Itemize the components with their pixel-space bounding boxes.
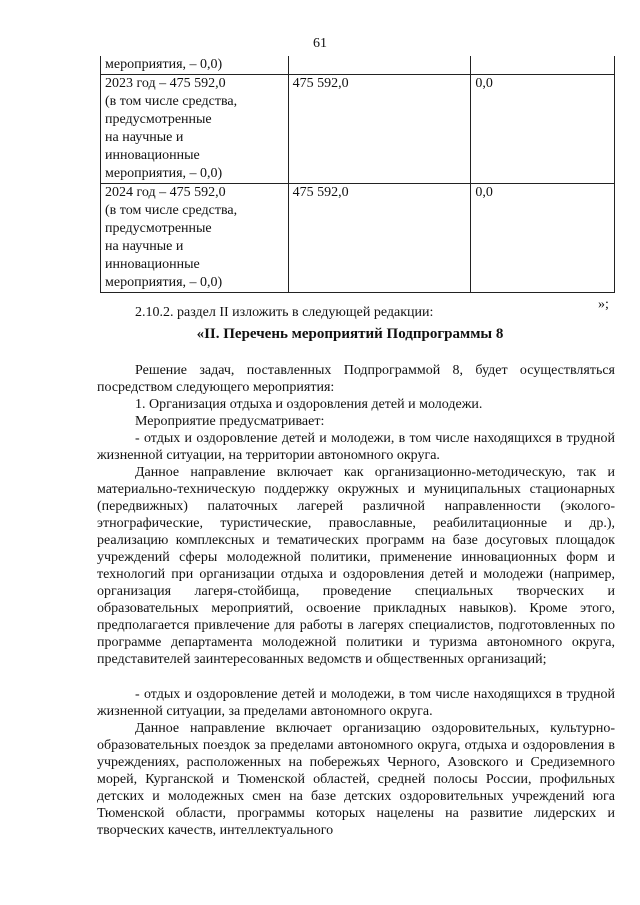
table-cell-total: 475 592,0 [288,75,471,184]
table-cell-period [101,56,289,75]
paragraph: - отдых и оздоровление детей и молодежи, в том числе находящихся в трудной жизненной ситуации, за пределами автономного округа. [97,687,615,719]
cell-line: мероприятия, – 0,0) [105,275,223,290]
cell-line: инновационные [105,148,200,163]
cell-line: мероприятия, – 0,0) [105,57,223,72]
table-row [101,56,615,75]
cell-line: мероприятия, – 0,0) [105,166,223,181]
paragraph: - отдых и оздоровление детей и молодежи, в том числе находящихся в трудной жизненной ситуации, на территории автономного округа. [97,431,615,463]
section-heading: «II. Перечень мероприятий Подпрограммы 8 [196,326,504,342]
amendment-intro: 2.10.2. раздел II изложить в следующей редакции: [135,305,434,320]
closing-quote: »; [598,297,609,312]
paragraph: Мероприятие предусматривает: [135,414,325,429]
cell-line: (в том числе средства, [105,203,238,218]
table-cell-period [101,184,289,293]
cell-line: инновационные [105,257,200,272]
cell-line: предусмотренные [105,112,212,127]
table-cell-other: 0,0 [471,75,615,184]
table-cell-other: 0,0 [471,184,615,293]
table-cell-total: 475 592,0 [288,184,471,293]
cell-line: 2023 год – 475 592,0 [105,76,226,91]
cell-line: на научные и [105,130,184,145]
table-row [101,75,615,184]
table-row [101,184,615,293]
table-cell-total [288,56,471,75]
paragraph: Данное направление включает как организационно-методическую, так и материально-техническую поддержку окружных и муниципальных стационарных (передвижных) палаточных лагерей различной направленности (эколого-этнографические, туристические, православные, реабилитационные и др.), реализацию комплексных и тематических программ на базе досуговых площадок учреждений сферы молодежной политики, применение инновационных форм и технологий при организации отдыха и оздоровления детей и молодежи (например, организация лагеря-стойбища, проведение специальных творческих и образовательных мероприятий, освоение прикладных навыков). Кроме этого, предполагается привлечение для работы в лагерях специалистов, подготовленных по программе департамента молодежной политики и туризма автономного округа, представителей заинтересованных ведомств и общественных организаций; [97,465,615,667]
cell-line: на научные и [105,239,184,254]
paragraph: Данное направление включает организацию оздоровительных, культурно-образовательных поездок за пределами автономного округа, отдыха и оздоровления в учреждениях, расположенных на побережьях Черного, Азовского и Средиземного морей, Курганской и Тюменской областей, средней полосы России, профильных детских и молодежных смен на базе детских оздоровительных учреждений юга Тюменской области, программы которых нацелены на развитие лидерских и творческих качеств, интеллектуального [97,721,615,838]
budget-table [100,56,615,293]
cell-line: предусмотренные [105,221,212,236]
table-cell-period [101,75,289,184]
table-cell-other [471,56,615,75]
cell-line: (в том числе средства, [105,94,238,109]
paragraph: Решение задач, поставленных Подпрограммой 8, будет осуществляться посредством следующего мероприятия: [97,363,615,395]
page-number: 61 [313,36,327,51]
paragraph: 1. Организация отдыха и оздоровления детей и молодежи. [135,397,483,412]
cell-line: 2024 год – 475 592,0 [105,185,226,200]
